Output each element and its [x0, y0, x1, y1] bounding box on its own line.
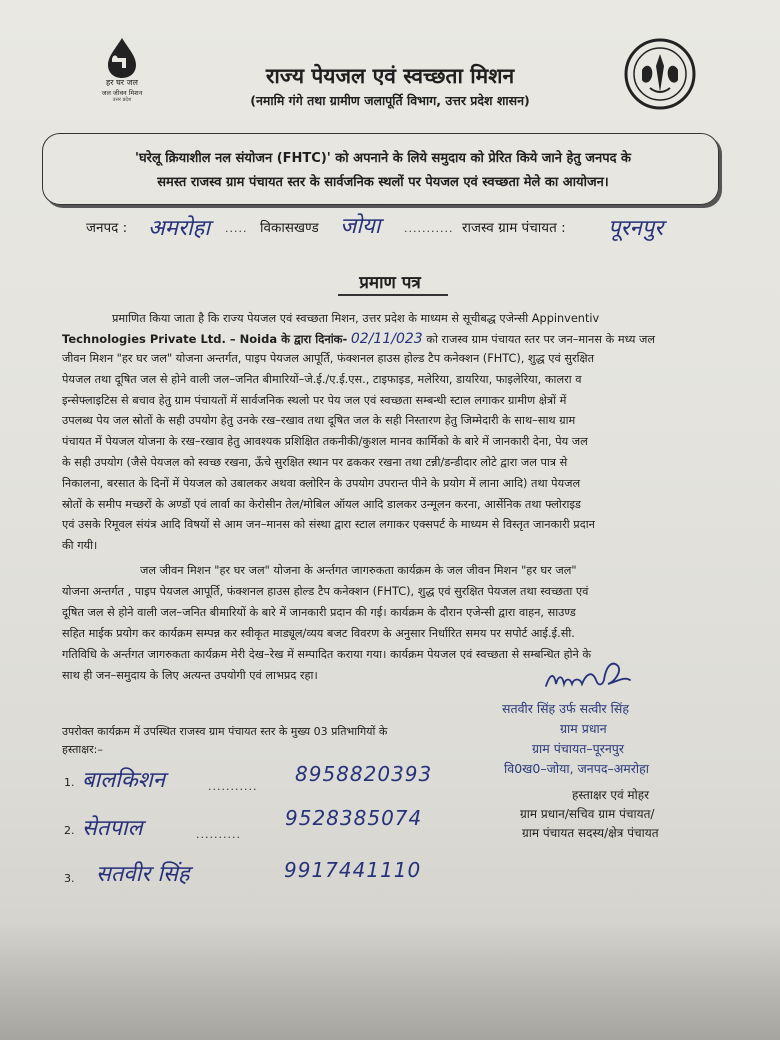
logo-text-state: उत्तर प्रदेश [112, 97, 132, 103]
up-emblem [620, 36, 700, 112]
body-line-2 [62, 331, 655, 347]
para2-line-4: सहित माईक प्रयोग कर कार्यक्रम सम्पन्न कर स्वीकृत माड्यूल/व्यय बजट विवरण के अनुसार निर्धारित समय पर सपोर्ट आई.ई.सी. [62, 627, 575, 640]
participant-3-name: सतवीर सिंह [96, 862, 190, 887]
para2-line-3: दूषित जल से होने वाली जल–जनित बीमारियों के बारे में जानकारी प्रदान की गई। कार्यक्रम के दौरान एजेन्सी द्वारा वाहन, साउण्ड [62, 606, 576, 619]
participant-2-number: 2. [64, 824, 75, 837]
logo-text-jal-jeevan-mission: जल जीवन मिशन [101, 89, 143, 97]
para2-line-2: योजना अन्तर्गत , पाइप पेयजल आपूर्ति, फंक्शनल हाउस होल्ड टैप कनेक्शन (FHTC), शुद्ध एवं सुरक्षित पेयजल तथा स्वच्छता एवं [62, 585, 589, 598]
date-value: 02/11/023 [350, 331, 423, 347]
district-value: अमरोहा [148, 216, 211, 241]
participant-1-phone: 8958820393 [295, 762, 433, 786]
stamp-caption-1: हस्ताक्षर एवं मोहर [572, 788, 650, 802]
para2-line-1: जल जीवन मिशन "हर घर जल" योजना के अर्न्तगत जागरुकता कार्यक्रम के जल जीवन मिशन "हर घर जल" [140, 564, 577, 577]
para2-line-6: साथ ही जन–समुदाय के लिए अत्यन्त उपयोगी एवं लाभप्रद रहा। [62, 669, 318, 682]
body-line-6: उपलब्ध पेय जल स्रोतों के सही उपयोग हेतु उनके रख–रखाव तथा दूषित जल के सही निस्तारण हेतु जिम्मेदारी के साथ–साथ ग्राम [62, 414, 576, 427]
block-value: जोया [340, 214, 381, 239]
para2-line-5: गतिविधि के अर्न्तगत जागरुकता कार्यक्रम मेरी देख–रेख में सम्पादित कराया गया। कार्यक्रम पेयजल एवं स्वच्छता से सम्बन्धित होने के [62, 648, 592, 661]
participant-1-number: 1. [64, 776, 75, 789]
event-title-box [42, 133, 719, 205]
body-line-3: जीवन मिशन "हर घर जल" योजना अन्तर्गत, पाइप पेयजल आपूर्ति, फंक्शनल हाउस होल्ड टैप कनेक्शन (FHTC), शुद्ध एवं सुरक्षित [62, 352, 595, 365]
uttar-pradesh-emblem-icon [620, 36, 700, 112]
block-dots: ........... [404, 222, 454, 235]
participant-2-name: सेतपाल [82, 816, 143, 841]
body-line-5: इन्सेफ्लाइटिस से बचाव हेतु ग्राम पंचायतों में सार्वजनिक स्थलो पर पेय जल एवं स्वच्छता सम्बन्धी स्टाल लगाकर ग्रामीण क्षेत्रों में [62, 394, 567, 407]
logo-text-har-ghar-jal: हर घर जल [106, 78, 138, 87]
handwritten-signature-icon [540, 656, 650, 696]
gram-panchayat-label: राजस्व ग्राम पंचायत : [462, 220, 566, 236]
participant-3-number: 3. [64, 872, 75, 885]
pradhan-signature [540, 656, 650, 696]
page-subtitle: (नमामि गंगे तथा ग्रामीण जलापूर्ति विभाग, उत्तर प्रदेश शासन) [250, 93, 530, 108]
pradhan-name: सतवीर सिंह उर्फ सत्वीर सिंह [502, 701, 629, 716]
participant-1-name: बालकिशन [82, 768, 165, 793]
body-line-12: की गयी। [62, 539, 98, 552]
body-line-7: पंचायत में पेयजल योजना के रख–रखाव हेतु आवश्यक प्रशिक्षित तकनीकी/कुशल मानव कार्मिको के बारे में जानकारी देना, पेय जल [62, 435, 588, 448]
body-line-8: के सही उपयोग (जैसे पेयजल को स्वच्छ रखना, ऊँचे सुरक्षित स्थान पर ढककर रखना तथा टन्नी/डन्डीदार लोटे द्वारा जल पात्र से [62, 456, 568, 469]
body-line-10: स्रोतों के समीप मच्छरों के अण्डों एवं लार्वा का केरोसीन तेल/मोबिल ऑयल आदि डालकर उन्मूलन करना, आर्सेनिक तथा फ्लोराइड [62, 498, 581, 511]
stamp-caption-2: ग्राम प्रधान/सचिव ग्राम पंचायत/ [520, 807, 655, 821]
body-line-4: पेयजल तथा दूषित जल से होने वाली जल–जनित बीमारियों–जे.ई./ए.ई.एस., टाइफाइड, मलेरिया, डायरिया, फाइलेरिया, कालरा व [62, 373, 582, 386]
water-drop-tap-icon [82, 36, 162, 80]
certificate-heading: प्रमाण पत्र [359, 273, 421, 293]
pradhan-block-district: वि0ख0–जोया, जनपद–अमरोहा [504, 761, 649, 776]
heading-underline [338, 294, 448, 296]
event-title-line2: समस्त राजस्व ग्राम पंचायत स्तर के सार्वजनिक स्थलों पर पेयजल एवं स्वच्छता मेले का आयोजन। [157, 175, 609, 190]
participant-1-dots: ........... [208, 780, 258, 793]
body-line-2-tail: को राजस्व ग्राम पंचायत स्तर पर जन–मानस के मध्य जल [426, 333, 656, 346]
district-label: जनपद : [86, 220, 128, 236]
participants-label: उपरोक्त कार्यक्रम में उपस्थित राजस्व ग्राम पंचायत स्तर के मुख्य 03 प्रतिभागियों के [62, 725, 388, 738]
gram-panchayat-value: पूरनपुर [608, 216, 664, 241]
stamp-caption-3: ग्राम पंचायत सदस्य/क्षेत्र पंचायत [522, 826, 659, 840]
block-label: विकासखण्ड [260, 220, 319, 236]
body-line-9: निकालना, बरसात के दिनों में पेयजल को उबालकर अथवा क्लोरिन के उपयोग उपरान्त पीने के प्रयोग में लाना आदि) तथा पेयजल [62, 477, 581, 490]
body-line-11: एवं उसके रिमूवल संयंत्र आदि विषयों से आम जन–मानस को संस्था द्वारा स्टाल लगाकर एक्सपर्ट के माध्यम से विस्तृत जानकारी प्रदान [62, 518, 595, 531]
pradhan-panchayat: ग्राम पंचायत–पूरनपुर [532, 741, 624, 756]
participants-label-signatures: हस्ताक्षर:– [62, 743, 103, 756]
participant-3-phone: 9917441110 [284, 858, 422, 882]
district-dots: ..... [225, 222, 248, 235]
participant-2-phone: 9528385074 [285, 806, 423, 830]
page-title: राज्य पेयजल एवं स्वच्छता मिशन [265, 64, 515, 88]
participant-2-dots: .......... [196, 828, 241, 841]
event-title-line1: 'घरेलू क्रियाशील नल संयोजन (FHTC)' को अपनाने के लिये समुदाय को प्रेरित किये जाने हेतु जनपद के [134, 151, 632, 166]
agency-name: Technologies Private Ltd. – Noida के द्वारा दिनांक- [62, 332, 348, 346]
pradhan-designation: ग्राम प्रधान [560, 721, 607, 736]
body-line-1: प्रमाणित किया जाता है कि राज्य पेयजल एवं स्वच्छता मिशन, उत्तर प्रदेश के माध्यम से सूचीबद्ध एजेन्सी Appinventiv [112, 312, 600, 325]
